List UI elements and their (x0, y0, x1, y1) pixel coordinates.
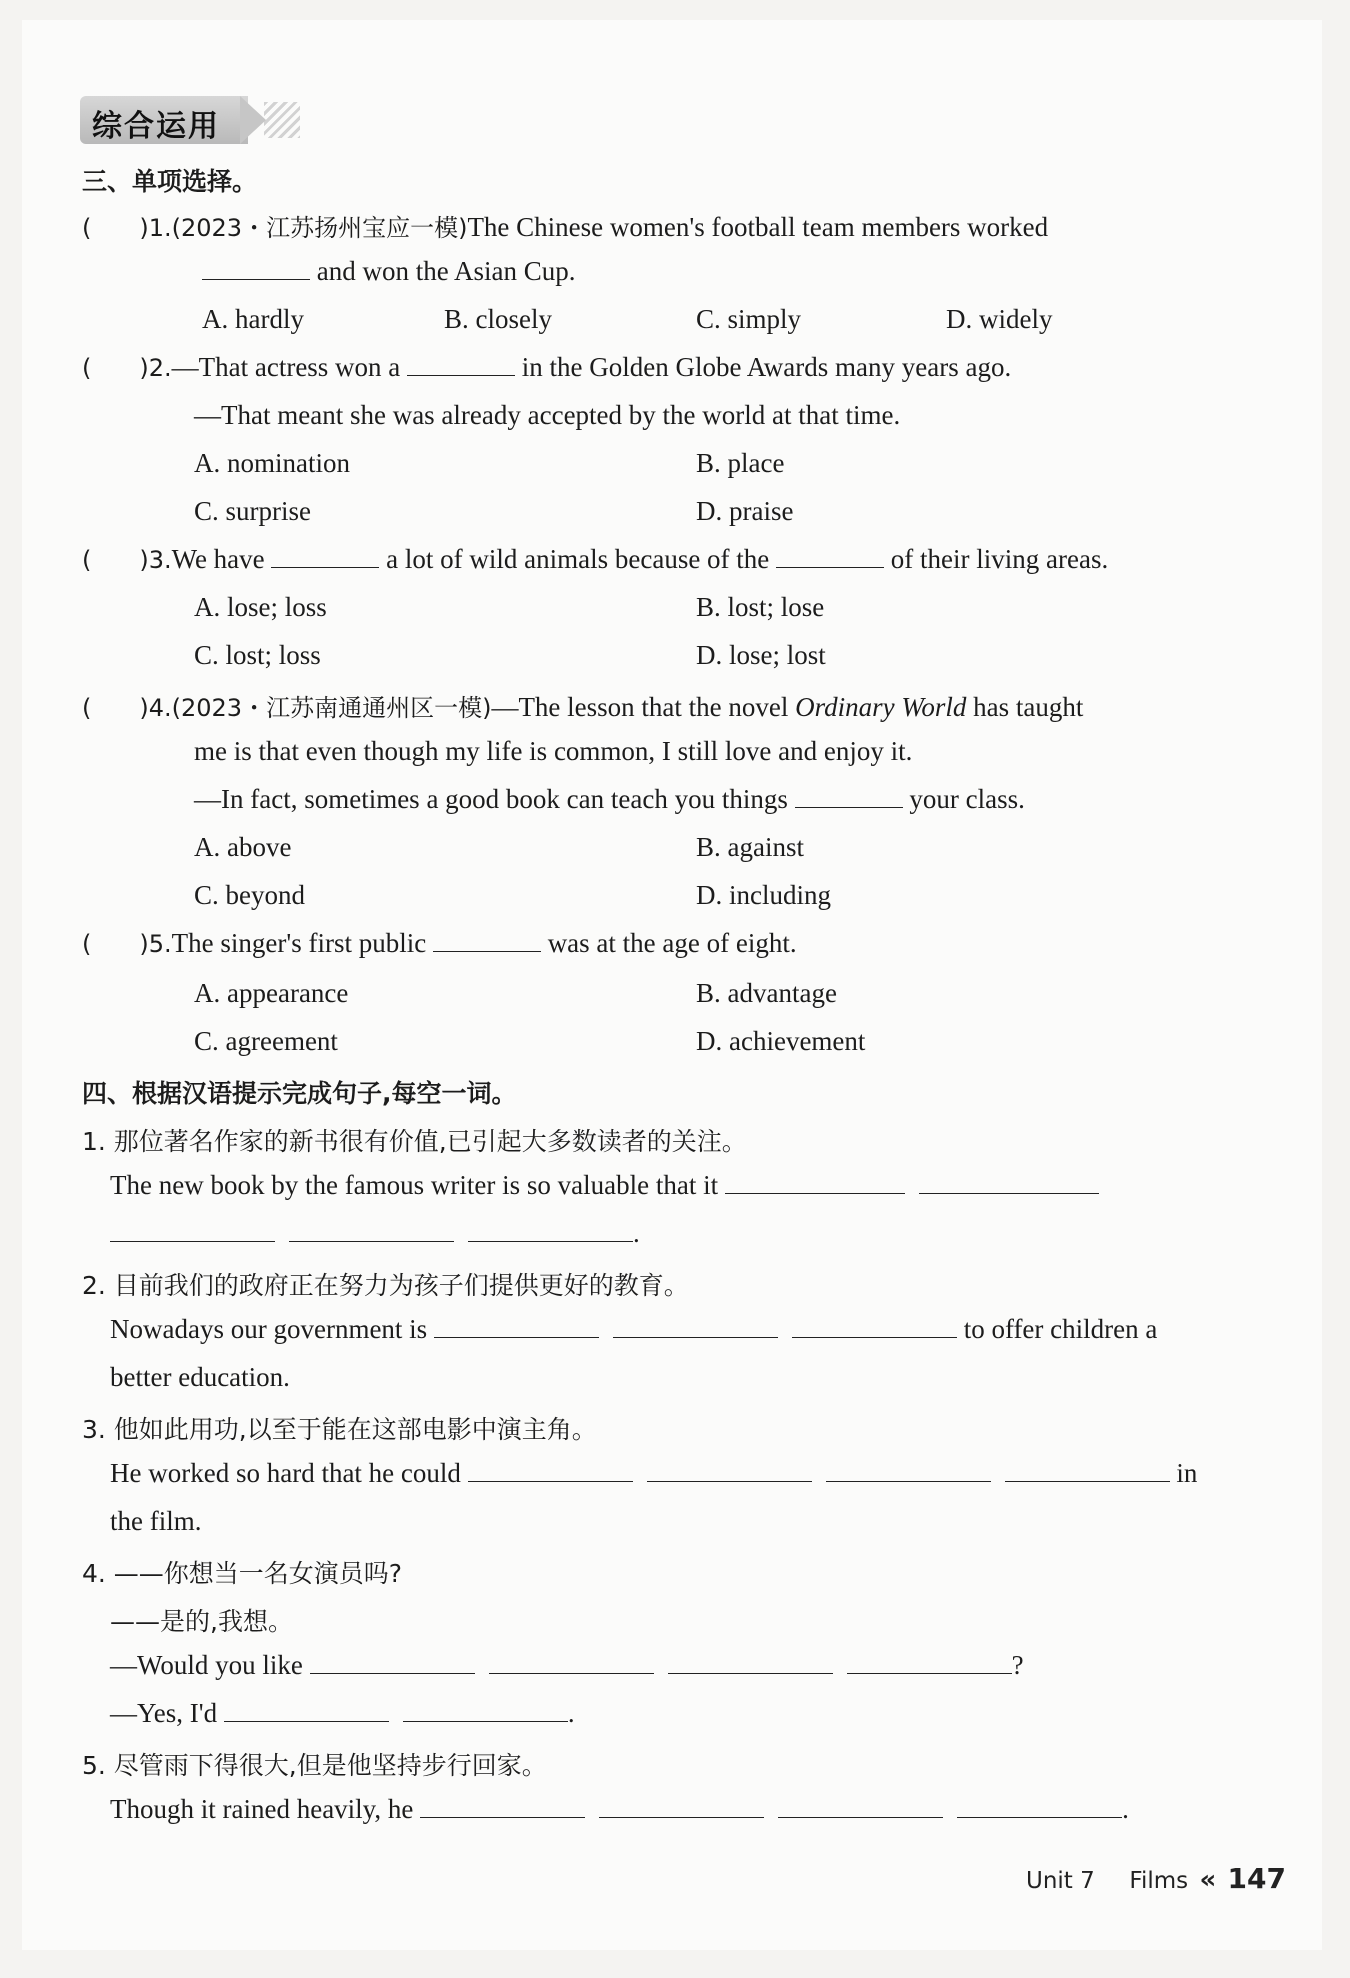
q4-line-2: me is that even though my life is common, I still love and enjoy it. (194, 736, 913, 766)
s4-english-line-2 (110, 1698, 575, 1729)
s5-blank-4[interactable] (957, 1795, 1122, 1818)
question-2-line-1 (82, 352, 1011, 383)
q1-blank[interactable] (202, 257, 310, 280)
q2-option-b[interactable]: B. place (696, 448, 785, 478)
s1-blank-3[interactable] (110, 1219, 275, 1242)
s5-blank-3[interactable] (778, 1795, 943, 1818)
q2-text-a: —That actress won a (171, 352, 401, 382)
q1-text2: and won the Asian Cup. (316, 256, 576, 286)
s3-blank-4[interactable] (1005, 1459, 1170, 1482)
q4-line3-b: your class. (909, 784, 1025, 814)
s3-english-line-1 (110, 1458, 1197, 1489)
page-number: 147 (1227, 1862, 1286, 1895)
s5-blank-2[interactable] (599, 1795, 764, 1818)
footer-topic: Films (1129, 1868, 1189, 1894)
q3-option-c[interactable]: C. lost; loss (194, 640, 321, 670)
q1-prefix: ( )1.(2023・江苏扬州宝应一模) (82, 214, 468, 242)
q3-text-c: of their living areas. (890, 544, 1109, 574)
s5-chinese-prompt: 5. 尽管雨下得很大,但是他坚持步行回家。 (82, 1751, 547, 1780)
s4-blank-4[interactable] (847, 1651, 1012, 1674)
s1-chinese-prompt: 1. 那位著名作家的新书很有价值,已引起大多数读者的关注。 (82, 1127, 747, 1156)
s4-blank-6[interactable] (403, 1699, 568, 1722)
q4-option-d[interactable]: D. including (696, 880, 831, 910)
q3-option-d[interactable]: D. lose; lost (696, 640, 826, 670)
q3-option-b[interactable]: B. lost; lose (696, 592, 825, 622)
s4-english-text-2: —Yes, I'd (110, 1698, 218, 1728)
s1-period: . (633, 1218, 640, 1248)
part3-title: 三、单项选择。 (82, 167, 258, 196)
banner-stripes-decoration (264, 102, 300, 138)
question-1-line-1 (82, 208, 1048, 243)
s3-english-text-b: in (1176, 1458, 1198, 1488)
q2-option-d[interactable]: D. praise (696, 496, 794, 526)
q4-prefix: ( )4.(2023・江苏南通通州区一模) (82, 694, 492, 722)
s4-blank-2[interactable] (489, 1651, 654, 1674)
q3-text-b: a lot of wild animals because of the (386, 544, 770, 574)
q5-option-d[interactable]: D. achievement (696, 1026, 866, 1056)
section-banner (80, 96, 280, 144)
s1-blank-4[interactable] (289, 1219, 454, 1242)
s4-blank-1[interactable] (310, 1651, 475, 1674)
s4-question-mark: ? (1011, 1650, 1024, 1680)
s4-period: . (567, 1698, 575, 1728)
question-4-line-3 (194, 784, 1025, 815)
s4-chinese-prompt-1: 4. ——你想当一名女演员吗? (82, 1559, 403, 1588)
s4-english-line-1 (110, 1650, 1024, 1681)
q3-blank-2[interactable] (776, 545, 884, 568)
s2-english-line-1 (110, 1314, 1157, 1345)
q5-option-c[interactable]: C. agreement (194, 1026, 338, 1056)
q3-text-a: We have (171, 544, 265, 574)
s2-english-text-a: Nowadays our government is (110, 1314, 428, 1344)
q5-text-b: was at the age of eight. (547, 928, 797, 958)
page-footer (1026, 1862, 1286, 1895)
q1-option-d[interactable]: D. widely (946, 304, 1053, 334)
q5-text-a: The singer's first public (171, 928, 427, 958)
q3-blank-1[interactable] (271, 545, 379, 568)
s4-blank-5[interactable] (224, 1699, 389, 1722)
s2-blank-1[interactable] (434, 1315, 599, 1338)
s3-english-line-2: the film. (110, 1506, 202, 1536)
s2-english-line-2: better education. (110, 1362, 290, 1392)
q2-blank[interactable] (407, 353, 515, 376)
s5-blank-1[interactable] (420, 1795, 585, 1818)
question-3-line-1 (82, 544, 1108, 575)
question-5-line-1 (82, 928, 797, 959)
q4-novel-title: Ordinary World (795, 692, 967, 722)
footer-unit: Unit 7 (1026, 1868, 1095, 1894)
q4-option-b[interactable]: B. against (696, 832, 804, 862)
s1-blank-5[interactable] (468, 1219, 633, 1242)
q4-option-c[interactable]: C. beyond (194, 880, 305, 910)
question-4-line-1 (82, 688, 1083, 723)
s5-english-text: Though it rained heavily, he (110, 1794, 414, 1824)
q5-option-b[interactable]: B. advantage (696, 978, 837, 1008)
s1-english-text: The new book by the famous writer is so valuable that it (110, 1170, 719, 1200)
s5-english-line-1 (110, 1794, 1129, 1825)
q2-line-2: —That meant she was already accepted by the world at that time. (194, 400, 901, 430)
question-1-line-2 (202, 256, 575, 287)
q4-line3-a: —In fact, sometimes a good book can teach you things (194, 784, 788, 814)
chevron-left-icon: « (1199, 1865, 1217, 1895)
s4-english-text-1: —Would you like (110, 1650, 303, 1680)
s5-period: . (1122, 1794, 1129, 1824)
q5-prefix: ( )5. (82, 930, 172, 958)
q1-option-c[interactable]: C. simply (696, 304, 802, 334)
s1-blank-2[interactable] (919, 1171, 1099, 1194)
q5-option-a[interactable]: A. appearance (194, 978, 349, 1008)
q2-option-a[interactable]: A. nomination (194, 448, 350, 478)
s3-chinese-prompt: 3. 他如此用功,以至于能在这部电影中演主角。 (82, 1415, 597, 1444)
q3-option-a[interactable]: A. lose; loss (194, 592, 327, 622)
s2-blank-2[interactable] (613, 1315, 778, 1338)
s4-blank-3[interactable] (668, 1651, 833, 1674)
s1-blank-1[interactable] (725, 1171, 905, 1194)
section-title: 综合运用 (92, 109, 220, 144)
s4-chinese-prompt-2: ——是的,我想。 (110, 1607, 293, 1636)
q2-text-b: in the Golden Globe Awards many years ago. (521, 352, 1012, 382)
q4-text-b: has taught (973, 692, 1084, 722)
part4-title: 四、根据汉语提示完成句子,每空一词。 (82, 1079, 517, 1108)
q3-prefix: ( )3. (82, 546, 172, 574)
s2-chinese-prompt: 2. 目前我们的政府正在努力为孩子们提供更好的教育。 (82, 1271, 689, 1300)
s3-blank-1[interactable] (468, 1459, 633, 1482)
q1-option-a[interactable]: A. hardly (202, 304, 304, 334)
s3-english-text-a: He worked so hard that he could (110, 1458, 461, 1488)
s3-blank-2[interactable] (647, 1459, 812, 1482)
q1-option-b[interactable]: B. closely (444, 304, 552, 334)
q1-text: The Chinese women's football team members worked (467, 212, 1049, 242)
s2-english-text-b: to offer children a (963, 1314, 1158, 1344)
q4-blank[interactable] (795, 785, 903, 808)
q2-option-c[interactable]: C. surprise (194, 496, 311, 526)
s3-blank-3[interactable] (826, 1459, 991, 1482)
q4-option-a[interactable]: A. above (194, 832, 292, 862)
q5-blank[interactable] (433, 929, 541, 952)
q2-prefix: ( )2. (82, 354, 172, 382)
s1-english-line-1 (110, 1170, 1099, 1201)
s2-blank-3[interactable] (792, 1315, 957, 1338)
s1-english-line-2 (110, 1218, 640, 1249)
banner-arrow (240, 96, 266, 144)
q4-text-a: —The lesson that the novel (491, 692, 789, 722)
